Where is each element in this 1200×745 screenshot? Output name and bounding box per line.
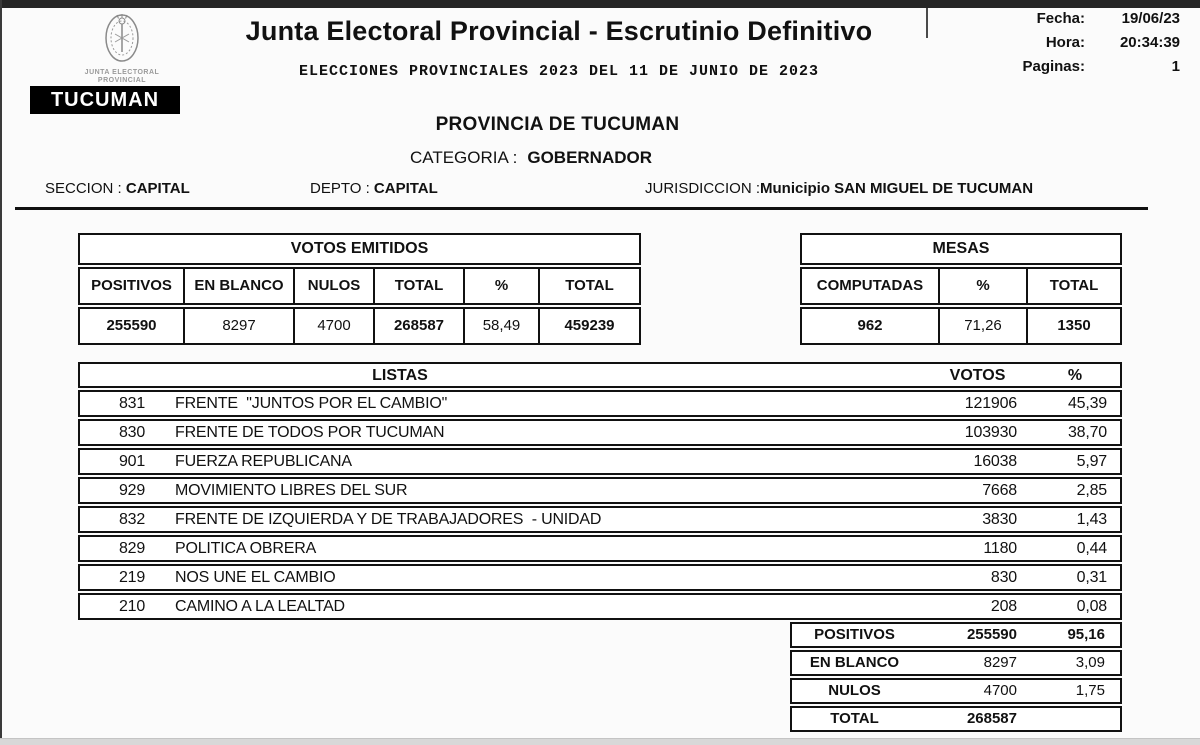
hora-value: 20:34:39 [1119, 34, 1180, 51]
lista-votos: 3830 [982, 511, 1017, 528]
mesas-value-row [800, 307, 1122, 345]
total-padron-value: 459239 [538, 307, 641, 345]
mesas-header-row [800, 267, 1122, 305]
summary-value: 255590 [966, 626, 1017, 643]
provincia-title: PROVINCIA DE TUCUMAN [435, 114, 680, 135]
summary-value: 4700 [983, 682, 1017, 699]
meta-paginas [940, 58, 1192, 75]
summary-pct: 95,16 [1067, 626, 1105, 643]
horizontal-scrollbar[interactable] [0, 738, 1200, 745]
totals-summary-table [790, 622, 1122, 732]
summary-row-total [790, 706, 1122, 732]
col-header: TOTAL [1026, 267, 1122, 305]
votos-emitidos-header-row [78, 267, 641, 305]
summary-row-positivos [790, 622, 1122, 648]
seccion-item [45, 180, 190, 197]
summary-row-nulos [790, 678, 1122, 704]
depto-item [310, 180, 438, 197]
logo-caption-line1: JUNTA ELECTORAL [84, 69, 160, 76]
depto-value: CAPITAL [373, 180, 438, 197]
lista-name: FRENTE DE TODOS POR TUCUMAN [175, 424, 445, 441]
lista-votos: 1180 [983, 540, 1017, 557]
paginas-value: 1 [1171, 58, 1180, 75]
listas-table [78, 362, 1122, 620]
mesas-total-value: 1350 [1026, 307, 1122, 345]
col-header: NULOS [293, 267, 375, 305]
summary-pct: 3,09 [1075, 654, 1105, 671]
categoria-label: CATEGORIA : [409, 148, 518, 167]
table-row [78, 506, 1122, 533]
mesas-table [800, 233, 1122, 345]
lista-code: 901 [118, 453, 146, 470]
table-row [78, 419, 1122, 446]
col-header: % [463, 267, 540, 305]
lista-votos: 16038 [973, 453, 1017, 470]
lista-name: CAMINO A LA LEALTAD [175, 598, 345, 615]
lista-name: MOVIMIENTO LIBRES DEL SUR [175, 482, 408, 499]
lista-votos: 103930 [964, 424, 1017, 441]
col-header: COMPUTADAS [800, 267, 940, 305]
summary-label: POSITIVOS [814, 626, 895, 643]
paginas-label: Paginas: [1022, 58, 1085, 75]
document-subtitle: ELECCIONES PROVINCIALES 2023 DEL 11 DE JUNIO DE 2023 [298, 63, 820, 80]
horizontal-rule [15, 207, 1148, 210]
depto-label: DEPTO : [310, 180, 374, 197]
lista-pct: 1,43 [1076, 511, 1107, 528]
meta-hora [940, 34, 1192, 51]
lista-votos: 830 [990, 569, 1017, 586]
categoria-value: GOBERNADOR [527, 148, 653, 167]
lista-votos: 7668 [982, 482, 1017, 499]
lista-name: POLITICA OBRERA [175, 540, 317, 557]
votos-emitidos-table [78, 233, 641, 345]
lista-code: 929 [118, 482, 146, 499]
computadas-value: 962 [800, 307, 940, 345]
lista-pct: 0,31 [1076, 569, 1107, 586]
table-row [78, 448, 1122, 475]
pct-col-header: % [1067, 367, 1083, 384]
table-row [78, 477, 1122, 504]
document-title: Junta Electoral Provincial - Escrutinio Definitivo [245, 16, 873, 46]
meta-fecha [940, 10, 1192, 27]
table-row [78, 535, 1122, 562]
lista-pct: 0,08 [1076, 598, 1107, 615]
jurisdiccion-label: JURISDICCION : [645, 180, 761, 197]
categoria-line [0, 148, 1062, 168]
summary-value: 8297 [983, 654, 1017, 671]
fecha-label: Fecha: [1036, 10, 1085, 27]
lista-pct: 38,70 [1067, 424, 1107, 441]
summary-row-en-blanco [790, 650, 1122, 676]
jurisdiccion-value: Municipio SAN MIGUEL DE TUCUMAN [760, 180, 1034, 197]
window-top-edge [0, 0, 1200, 8]
summary-label: NULOS [828, 682, 881, 699]
en-blanco-value: 8297 [183, 307, 295, 345]
lista-code: 831 [118, 395, 146, 412]
nulos-value: 4700 [293, 307, 375, 345]
lista-pct: 0,44 [1076, 540, 1107, 557]
col-header: TOTAL [538, 267, 641, 305]
summary-label: TOTAL [830, 710, 879, 727]
junta-electoral-logo [58, 12, 186, 85]
table-row [78, 564, 1122, 591]
report-meta [940, 10, 1192, 82]
lista-code: 219 [118, 569, 146, 586]
lista-pct: 2,85 [1076, 482, 1107, 499]
col-header: TOTAL [373, 267, 465, 305]
summary-value: 268587 [966, 710, 1017, 727]
pct-emitidos-value: 58,49 [463, 307, 540, 345]
lista-votos: 208 [990, 598, 1017, 615]
table-row [78, 390, 1122, 417]
lista-code: 829 [118, 540, 146, 557]
lista-pct: 45,39 [1067, 395, 1107, 412]
lista-name: FUERZA REPUBLICANA [175, 453, 352, 470]
listas-header-row [78, 362, 1122, 388]
listas-col-header: LISTAS [372, 367, 428, 384]
coat-of-arms-icon [100, 12, 144, 66]
fecha-value: 19/06/23 [1121, 10, 1180, 27]
lista-name: FRENTE "JUNTOS POR EL CAMBIO" [175, 395, 448, 412]
lista-votos: 121906 [964, 395, 1017, 412]
mesas-title: MESAS [800, 233, 1122, 265]
col-header: % [938, 267, 1028, 305]
jurisdiccion-item [645, 180, 1033, 197]
col-header: POSITIVOS [78, 267, 185, 305]
lista-code: 830 [118, 424, 146, 441]
seccion-value: CAPITAL [125, 180, 190, 197]
mesas-pct-value: 71,26 [938, 307, 1028, 345]
seccion-label: SECCION : [45, 180, 126, 197]
lista-name: NOS UNE EL CAMBIO [175, 569, 336, 586]
lista-code: 210 [118, 598, 146, 615]
total-emitidos-value: 268587 [373, 307, 465, 345]
lista-code: 832 [118, 511, 146, 528]
logo-caption-line2: PROVINCIAL [97, 77, 147, 84]
hora-label: Hora: [1045, 34, 1085, 51]
votos-emitidos-title: VOTOS EMITIDOS [78, 233, 641, 265]
col-header: EN BLANCO [183, 267, 295, 305]
lista-name: FRENTE DE IZQUIERDA Y DE TRABAJADORES - UNIDAD [175, 511, 602, 528]
summary-label: EN BLANCO [809, 654, 900, 671]
votos-emitidos-value-row [78, 307, 641, 345]
lista-pct: 5,97 [1076, 453, 1107, 470]
window-left-edge [0, 0, 2, 738]
votos-col-header: VOTOS [949, 367, 1006, 384]
summary-pct: 1,75 [1075, 682, 1105, 699]
positivos-value: 255590 [78, 307, 185, 345]
table-row [78, 593, 1122, 620]
province-badge: TUCUMAN [30, 86, 180, 114]
